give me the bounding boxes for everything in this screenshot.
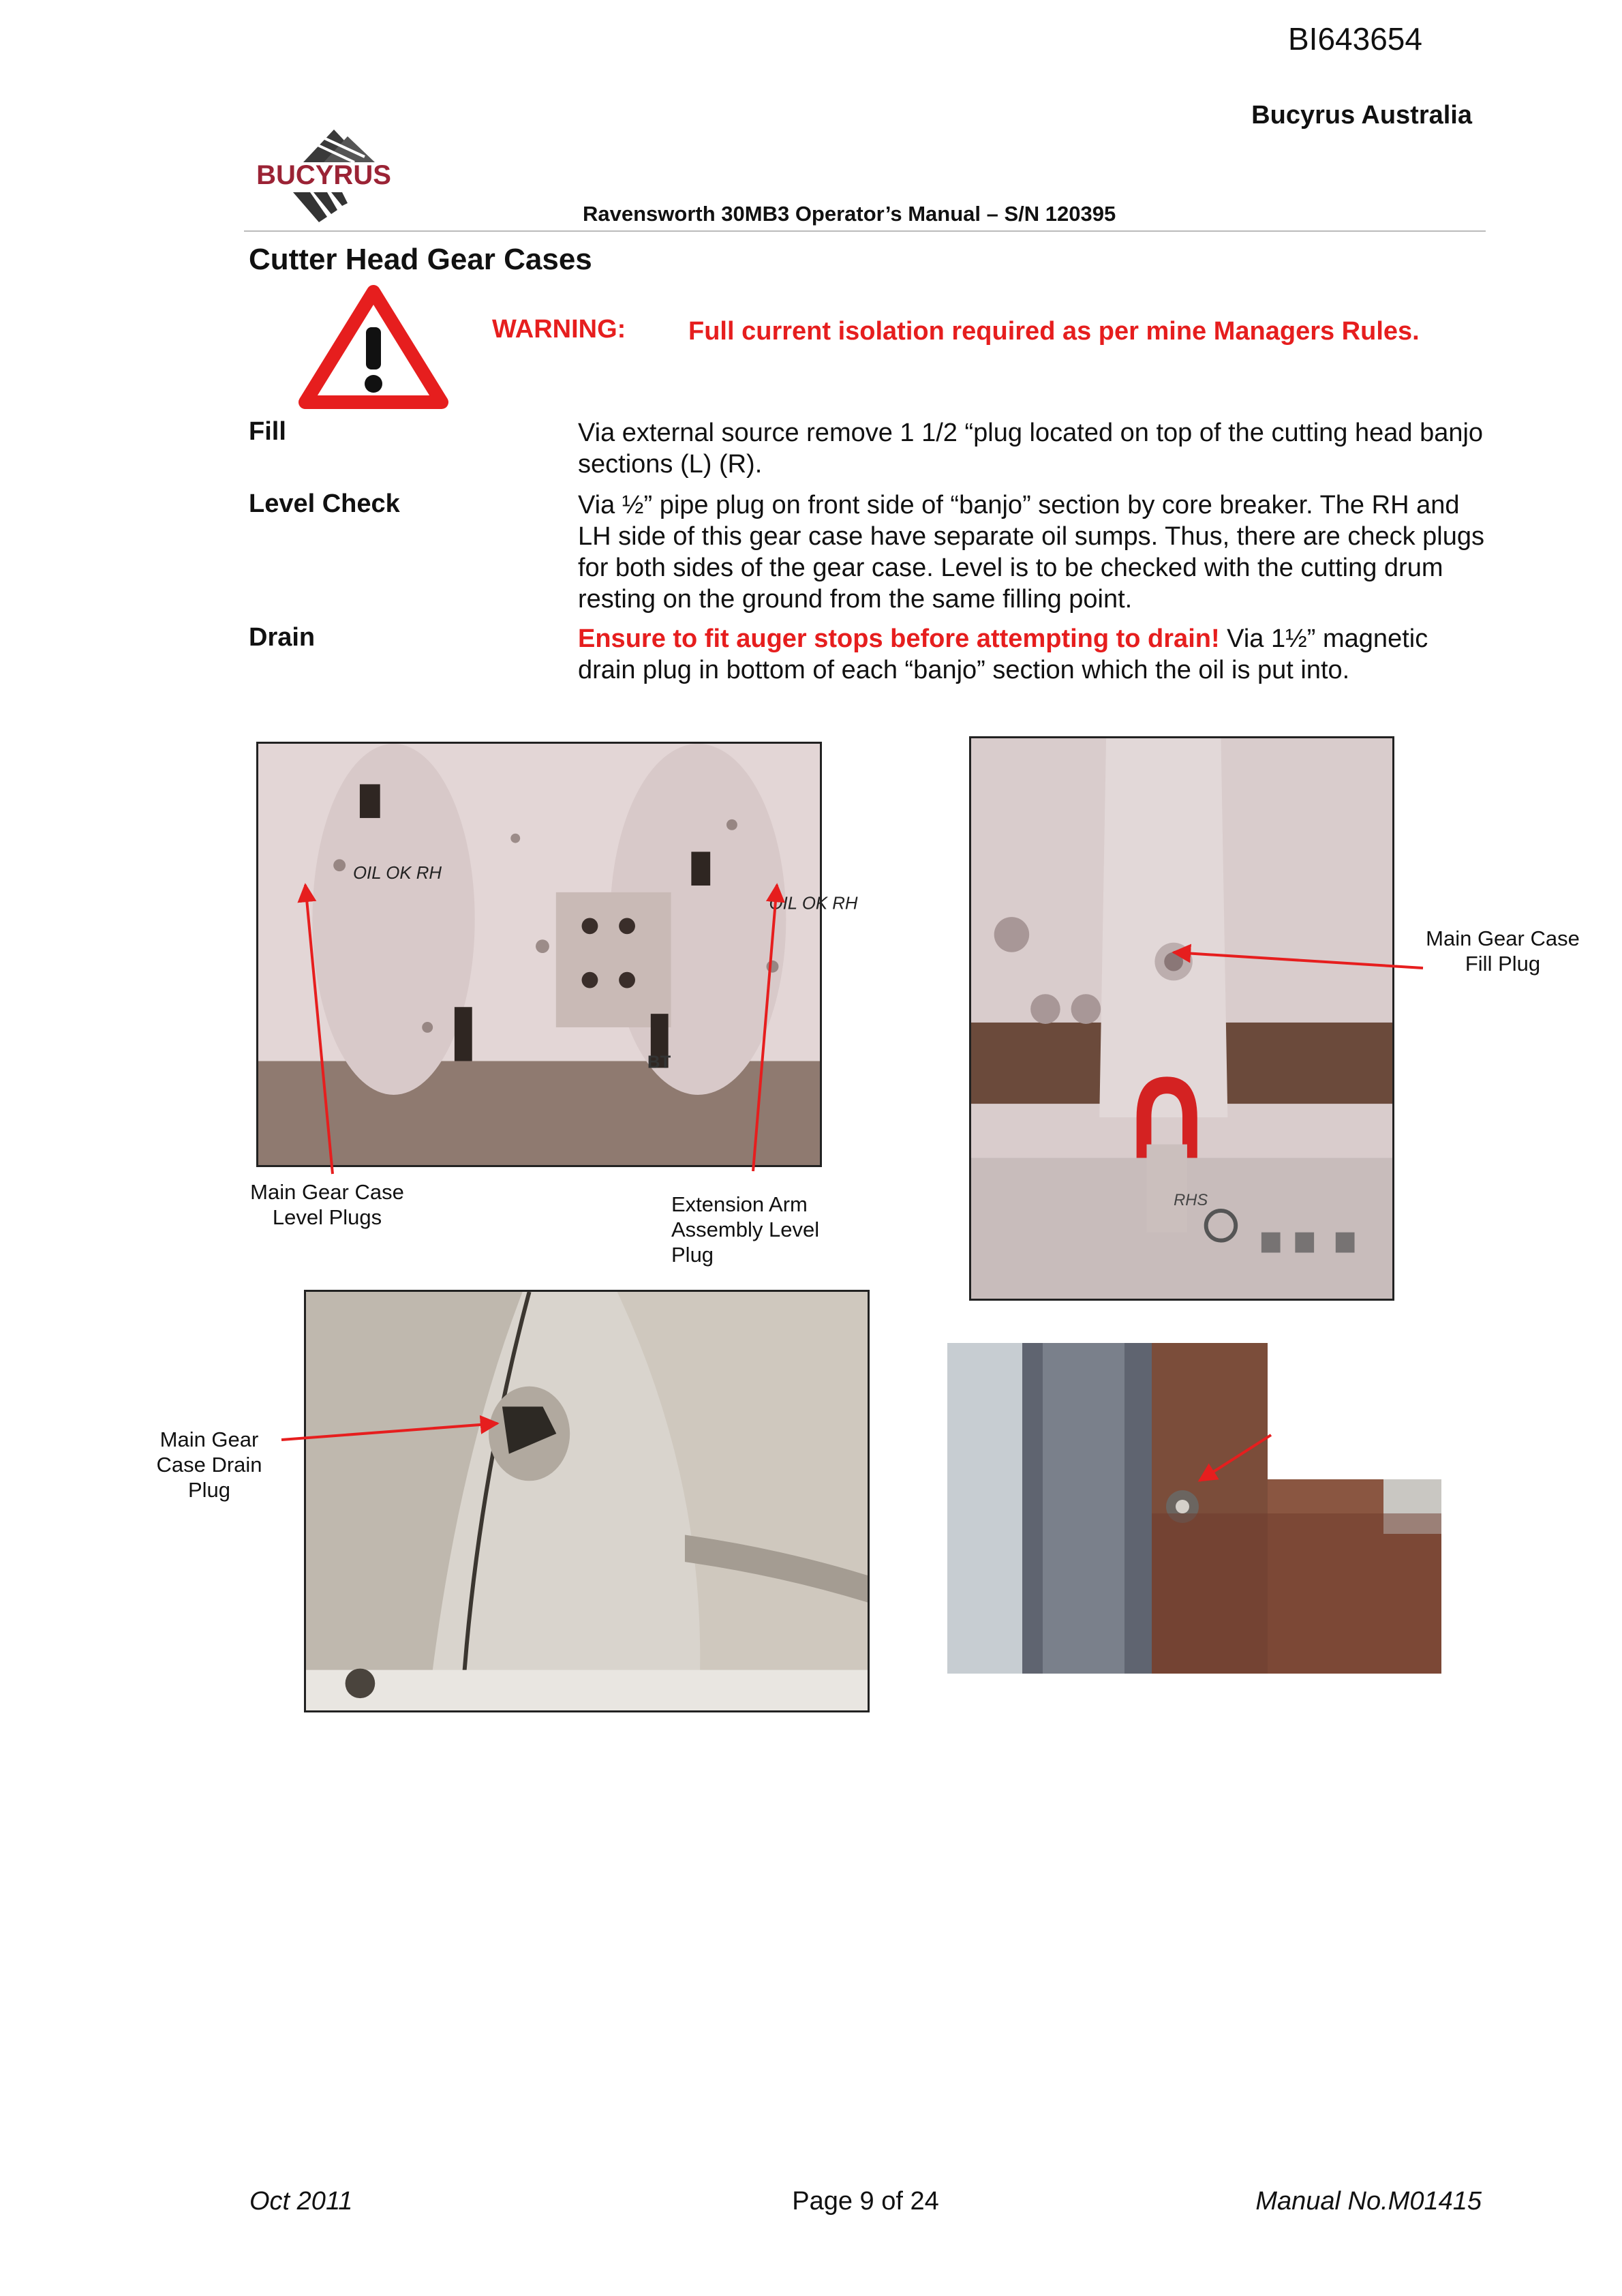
fill-description: Via external source remove 1 1/2 “plug located on top of the cutting head banjo sections (L) (R).	[578, 419, 1484, 479]
fill-term: Fill	[249, 417, 286, 446]
caption-main-gear-case-level-plugs: Main Gear Case Level Plugs	[250, 1180, 404, 1229]
drain-text: Via 1½” magnetic drain plug in bottom of each “banjo” section which the oil is put into.	[578, 624, 1428, 684]
drain-emphasis: Ensure to fit auger stops before attempting to drain!	[578, 624, 1220, 653]
caption-main-gear-case-fill-plug: Main Gear Case Fill Plug	[1426, 926, 1580, 976]
header-divider	[244, 230, 1486, 232]
caption-main-gear-case-drain-plug: Main Gear Case Drain Plug	[156, 1428, 262, 1502]
footer-date: Oct 2011	[249, 2187, 353, 2216]
level-check-term: Level Check	[249, 489, 400, 518]
warning-triangle-icon	[299, 285, 448, 410]
footer-page-number: Page 9 of 24	[792, 2187, 939, 2216]
section-title: Cutter Head Gear Cases	[249, 243, 592, 276]
photo-extension-arm-fill-plug	[947, 1343, 1441, 1674]
manual-title: Ravensworth 30MB3 Operator’s Manual – S/N 120395	[583, 202, 1116, 226]
warning-label: WARNING:	[492, 315, 626, 344]
company-name: Bucyrus Australia	[1251, 101, 1472, 130]
document-id: BI643654	[1288, 21, 1422, 57]
photo-gear-case-level-plugs	[256, 742, 858, 1167]
photo-gear-case-drain-plug	[304, 1290, 870, 1712]
photo1-center-marking: BT	[647, 1053, 671, 1072]
drain-description	[578, 623, 1491, 686]
warning-text: Full current isolation required as per mine Managers Rules.	[688, 317, 1420, 346]
photo-gear-case-fill-plug	[969, 736, 1394, 1301]
photo2-marking: RHS	[1174, 1190, 1208, 1210]
photo1-left-marking: OIL OK RH	[352, 864, 442, 883]
drain-term: Drain	[249, 623, 316, 652]
logo-text: BUCYRUS	[256, 160, 391, 190]
bucyrus-logo	[245, 130, 402, 225]
caption-extension-arm-level-plug: Extension Arm Assembly Level Plug	[671, 1192, 820, 1267]
photo1-right-marking: OIL OK RH	[769, 894, 858, 913]
level-check-description: Via ½” pipe plug on front side of “banjo” section by core breaker. The RH and LH side of this gear case have separate oil sumps. Thus, there are check plugs for both sides of the gear case. Level is to be checked with the cutting drum resting on the ground from the same filling point.	[578, 491, 1485, 614]
footer-manual-number: Manual No.M01415	[1255, 2187, 1482, 2216]
